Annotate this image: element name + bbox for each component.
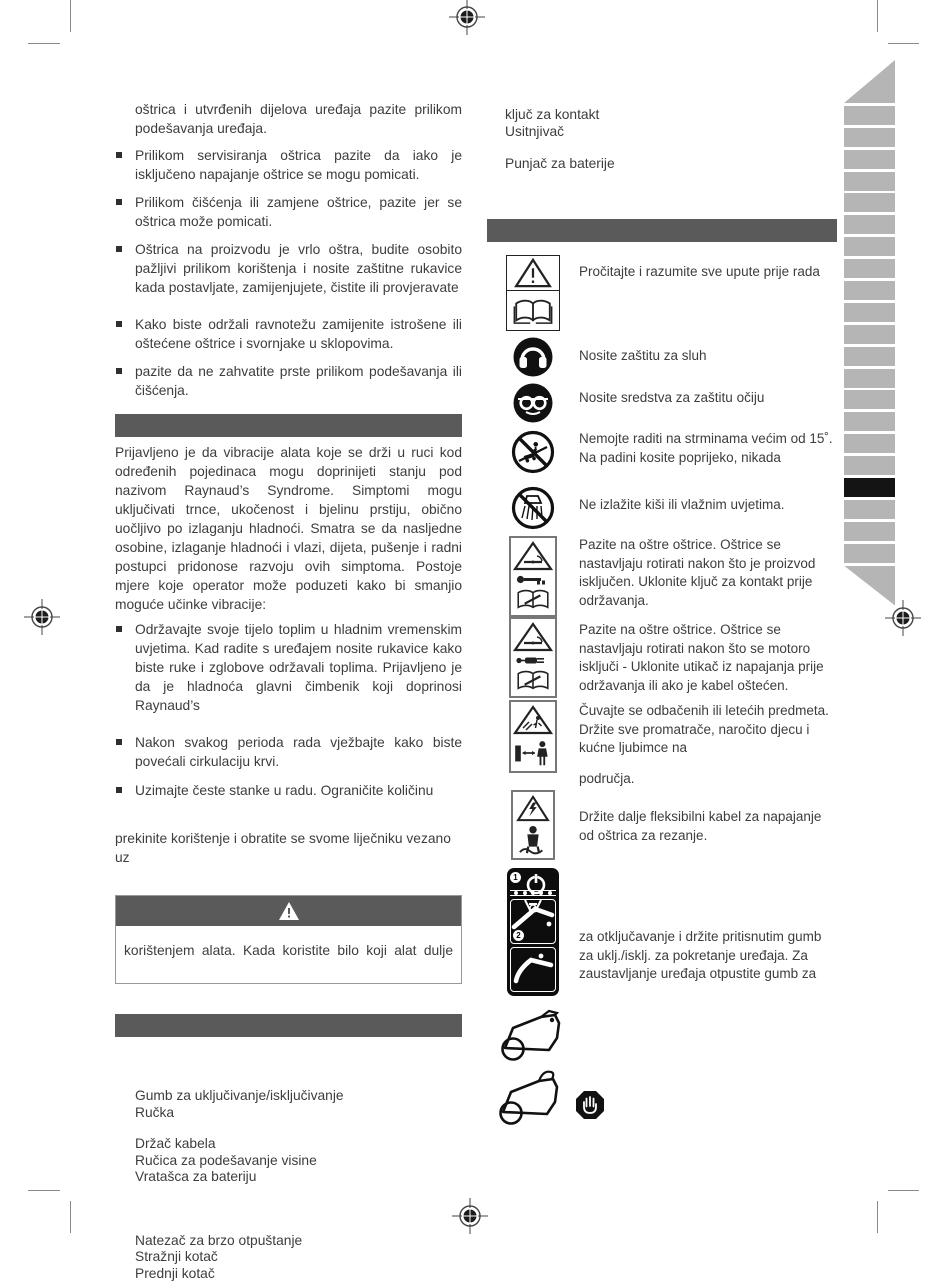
symbol-row [487, 790, 837, 860]
warning-box-body [116, 926, 461, 983]
symbol-text: Pročitajte i razumite sve upute prije rada [579, 255, 837, 331]
part-label: Usitnjivač [487, 124, 837, 141]
no-steep-slope-icon [487, 430, 579, 474]
language-tab [844, 150, 895, 169]
symbol-text: Pazite na oštre oštrice. Oštrice se nastavljaju rotirati nakon što se motoro isključi - Uklonite utikač iz napajanja prije održavanja ili ako je kabel oštećen. [579, 617, 837, 698]
start-sequence-icon: 1 2 [487, 868, 579, 996]
mower-icon [487, 1008, 579, 1062]
crop-mark [888, 1190, 919, 1191]
section-header-bar [487, 219, 837, 242]
part-label: Držač kabela [115, 1136, 462, 1153]
language-tab [844, 412, 895, 431]
symbol-row [487, 536, 837, 617]
part-label: Ručica za podešavanje visine [115, 1153, 462, 1170]
warning-triangle-icon [279, 902, 299, 920]
list-item: Održavajte svoje tijelo toplim u hladnim vremenskim uvjetima. Kad radite s uređajem nosite rukavice kako biste ruke i zglobove održavali toplima. Prijavljeno je da je hladnoća glavni čimbenik koji doprinosi Raynaud’s [115, 620, 462, 715]
symbol-row [487, 700, 837, 788]
language-tab-current [844, 478, 895, 497]
sharp-blades-unplug-icon [487, 617, 579, 698]
list-item: Prilikom čišćenja ili zamjene oštrice, pazite jer se oštrica može pomicati. [115, 193, 462, 231]
blade-safety-list [115, 146, 462, 400]
crop-mark [28, 1190, 60, 1191]
crop-mark [877, 0, 878, 32]
intro-continuation: oštrica i utvrđenih dijelova uređaja pazite prilikom podešavanja uređaja. [115, 100, 462, 138]
warning-text: korištenjem alata. Kada koristite bilo koji alat dulje [124, 941, 453, 960]
part-label: Natezač za brzo otpuštanje [115, 1233, 462, 1250]
language-tab [844, 106, 895, 125]
sharp-blades-remove-key-icon [487, 536, 579, 617]
cable-away-from-blades-icon [487, 790, 579, 860]
parts-list-group [115, 1233, 462, 1282]
language-tab [844, 390, 895, 409]
language-tab [844, 237, 895, 256]
mower-stop-icon [487, 1068, 615, 1126]
warning-box [115, 895, 462, 984]
read-manual-icon [487, 255, 579, 331]
part-label: Ručka [115, 1105, 462, 1122]
symbol-row [487, 868, 837, 996]
part-label: Vratašca za bateriju [115, 1169, 462, 1186]
part-label: Prednji kotač [115, 1266, 462, 1282]
tab-strip-bottom-diagonal [844, 566, 895, 606]
section-header-bar [115, 1014, 462, 1037]
registration-mark-icon [24, 599, 60, 635]
language-tab [844, 215, 895, 234]
list-item: pazite da ne zahvatite prste prilikom podešavanja ili čišćenja. [115, 362, 462, 400]
symbol-text: Nosite zaštitu za sluh [579, 337, 837, 377]
language-tab-strip [844, 60, 895, 606]
language-tab [844, 172, 895, 191]
list-item: Uzimajte česte stanke u radu. Ograničite količinu [115, 781, 462, 800]
symbol-text-line: područja. [579, 770, 837, 789]
language-tab [844, 128, 895, 147]
part-label: Stražnji kotač [115, 1249, 462, 1266]
language-tab [844, 434, 895, 453]
symbol-text: Pazite na oštre oštrice. Oštrice se nastavljaju rotirati nakon što je proizvod isključen. Uklonite ključ za kontakt prije održavanja. [579, 536, 837, 617]
symbol-text: za otključavanje i držite pritisnutim gumb za uklj./isklj. za pokretanje uređaja. Za zaustavljanje uređaja otpustite gumb za [579, 868, 837, 996]
symbol-text: Nemojte raditi na strminama većim od 15˚. Na padini kosite poprijeko, nikada [579, 430, 837, 474]
symbol-row [487, 430, 837, 474]
crop-mark [70, 0, 71, 32]
symbol-row [487, 337, 837, 377]
language-tab [844, 522, 895, 541]
symbol-text: Držite dalje fleksibilni kabel za napajanje od oštrica za rezanje. [579, 790, 837, 860]
tab-strip-top-diagonal [844, 60, 895, 103]
doctor-advice-line: prekinite korištenje i obratite se svome liječniku vezano uz [115, 829, 462, 867]
symbol-row [487, 486, 837, 530]
vibration-paragraph: Prijavljeno je da vibracije alata koje se drži u ruci kod određenih pojedinaca mogu doprinijeti stanju pod nazivom Raynaud’s Syndrome. Simptomi mogu uključivati trnce, ukočenost i bjelinu prstiju, obično uočljivo po izlaganju hladnoći. Smatra se da nasljedne osobine, izlaganje hladnoći i vlazi, dijeta, pušenje i radni postupci pridonose razvoju ovih simptoma. Postoje mjere koje operator može poduzeti kako bi smanjio moguće učinke vibracije: [115, 443, 462, 614]
symbol-text: Ne izlažite kiši ili vlažnim uvjetima. [579, 486, 837, 530]
list-item: Prilikom servisiranja oštrica pazite da iako je isključeno napajanje oštrice se mogu pomicati. [115, 146, 462, 184]
language-tab [844, 544, 895, 563]
list-item: Oštrica na proizvodu je vrlo oštra, budite osobito pažljivi prilikom korištenja i nosite zaštitne rukavice kada postavljate, zamijenjujete, čistite ili provjeravate [115, 240, 462, 297]
language-tab [844, 347, 895, 366]
language-tab [844, 456, 895, 475]
language-tab [844, 325, 895, 344]
part-label: Punjač za baterije [487, 156, 837, 173]
right-column [487, 100, 837, 242]
symbol-text [579, 700, 837, 788]
symbol-row [487, 1008, 837, 1062]
symbol-text-line: Čuvajte se odbačenih ili letećih predmeta. Držite sve promatrače, naročito djecu i kućne ljubimce na [579, 702, 837, 758]
language-tab [844, 281, 895, 300]
language-tab [844, 303, 895, 322]
ear-protection-icon [487, 337, 579, 377]
language-tab [844, 193, 895, 212]
language-tab [844, 500, 895, 519]
part-label: Gumb za uključivanje/isključivanje [115, 1088, 462, 1105]
warning-box-header [116, 896, 461, 926]
language-tab [844, 369, 895, 388]
parts-list-group [115, 1088, 462, 1121]
symbol-row [487, 383, 837, 423]
crop-mark [877, 1201, 878, 1233]
registration-mark-icon [449, 0, 485, 35]
language-tab [844, 259, 895, 278]
part-label: ključ za kontakt [487, 107, 837, 124]
vibration-advice-list [115, 620, 462, 800]
symbol-row [487, 617, 837, 698]
symbol-row [487, 255, 837, 331]
crop-mark [28, 43, 60, 44]
symbol-row [487, 1068, 837, 1126]
left-column [115, 100, 462, 1282]
list-item: Kako biste održali ravnotežu zamijenite istrošene ili oštećene oštrice i svornjake u sklopovima. [115, 315, 462, 353]
thrown-objects-icon [487, 700, 579, 788]
symbol-text: Nosite sredstva za zaštitu očiju [579, 383, 837, 423]
section-header-bar [115, 414, 462, 437]
list-item: Nakon svakog perioda rada vježbajte kako biste povećali cirkulaciju krvi. [115, 733, 462, 771]
no-rain-icon [487, 486, 579, 530]
crop-mark [70, 1201, 71, 1233]
crop-mark [888, 43, 919, 44]
eye-protection-icon [487, 383, 579, 423]
parts-list-group [115, 1136, 462, 1186]
